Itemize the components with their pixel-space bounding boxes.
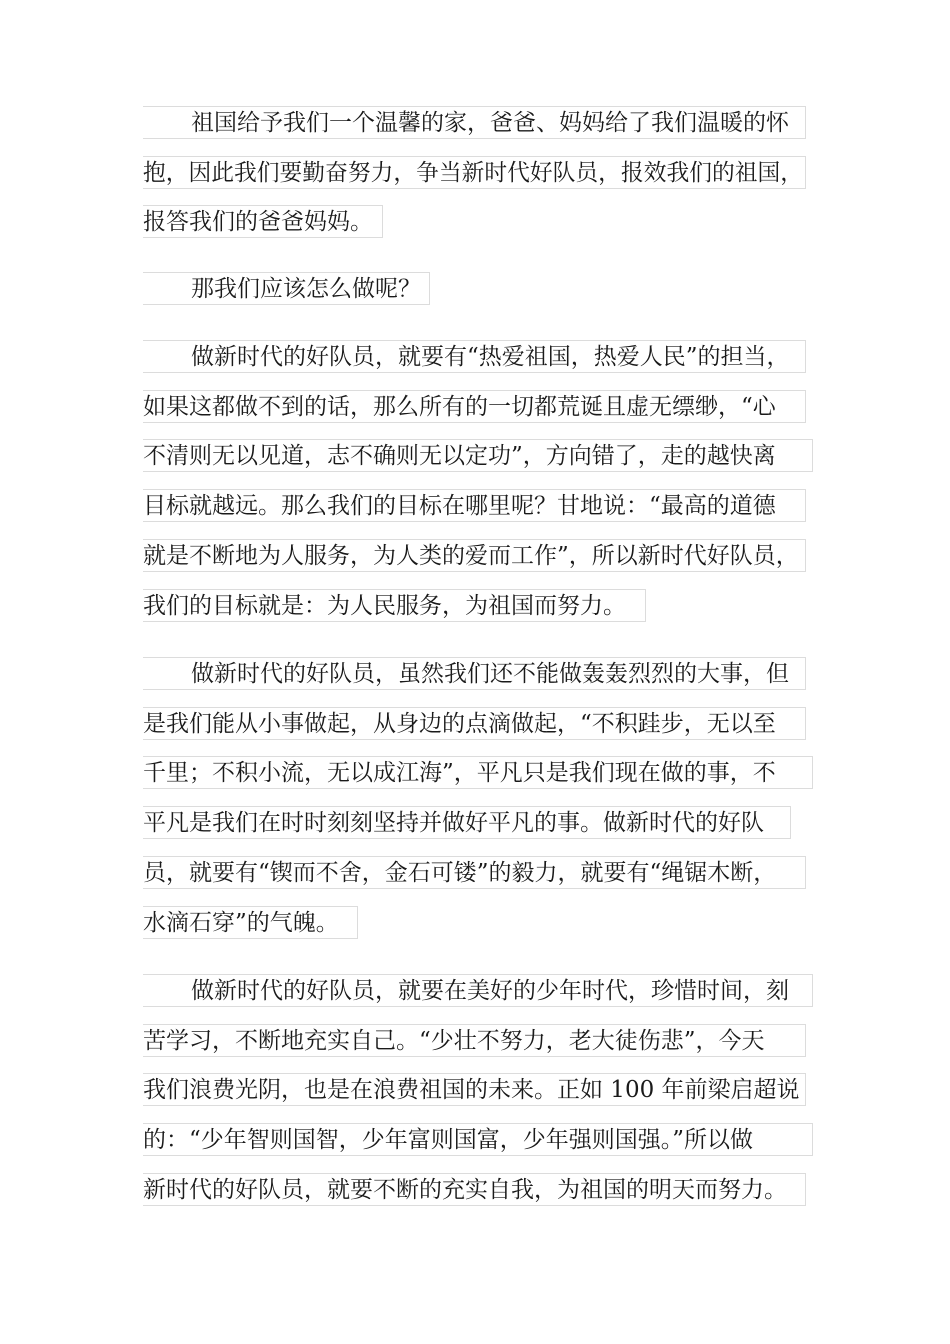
text-line: 千里；不积小流，无以成江海”，平凡只是我们现在做的事，不 [143, 760, 776, 786]
text-line: 是我们能从小事做起，从身边的点滴做起，“不积跬步，无以至 [143, 711, 776, 737]
text-line: 如果这都做不到的话，那么所有的一切都荒诞且虚无缥缈，“心 [143, 394, 776, 420]
paragraph-3-line-3 [143, 439, 813, 472]
paragraph-3-line-6 [143, 589, 646, 622]
paragraph-5-line-3 [143, 1073, 806, 1106]
text-line: 水滴石穿”的气魄。 [143, 910, 339, 936]
paragraph-4-line-3 [143, 756, 813, 789]
text-line: 不清则无以见道，志不确则无以定功”，方向错了，走的越快离 [143, 443, 776, 469]
paragraph-4-line-6 [143, 906, 358, 939]
paragraph-4-line-2 [143, 707, 806, 740]
text-line: 目标就越远。那么我们的目标在哪里呢？甘地说：“最高的道德 [143, 493, 776, 519]
paragraph-3-line-5 [143, 539, 806, 572]
paragraph-4-line-1 [143, 657, 806, 690]
text-line: 苦学习，不断地充实自己。“少壮不努力，老大徒伤悲”，今天 [143, 1028, 765, 1054]
text-line: 的：“少年智则国智，少年富则国富，少年强则国强。”所以做 [143, 1127, 754, 1153]
paragraph-5-line-5 [143, 1173, 806, 1206]
text-line: 员，就要有“锲而不舍，金石可镂”的毅力，就要有“绳锯木断， [143, 860, 777, 886]
paragraph-1-line-3 [143, 205, 383, 238]
text-line: 做新时代的好队员，就要在美好的少年时代，珍惜时间，刻 [191, 978, 789, 1004]
text-line: 那我们应该怎么做呢？ [191, 276, 421, 302]
text-line: 报答我们的爸爸妈妈。 [143, 209, 373, 235]
text-line: 祖国给予我们一个温馨的家，爸爸、妈妈给了我们温暖的怀 [191, 110, 789, 136]
text-line: 平凡是我们在时时刻刻坚持并做好平凡的事。做新时代的好队 [143, 810, 764, 836]
paragraph-5-line-4 [143, 1123, 813, 1156]
paragraph-1-line-2 [143, 156, 806, 189]
paragraph-5-line-1 [143, 974, 813, 1007]
text-line: 我们的目标就是：为人民服务，为祖国而努力。 [143, 593, 626, 619]
text-line: 我们浪费光阴，也是在浪费祖国的未来。正如 100 年前梁启超说 [143, 1077, 800, 1103]
paragraph-4-line-5 [143, 856, 806, 889]
text-line: 做新时代的好队员，就要有“热爱祖国，热爱人民”的担当， [191, 344, 790, 370]
paragraph-1-line-1 [143, 106, 806, 139]
paragraph-3-line-2 [143, 390, 806, 423]
text-line: 抱，因此我们要勤奋努力，争当新时代好队员，报效我们的祖国， [143, 160, 803, 186]
text-line: 新时代的好队员，就要不断的充实自我，为祖国的明天而努力。 [143, 1177, 787, 1203]
paragraph-4-line-4 [143, 806, 791, 839]
paragraph-3-line-4 [143, 489, 806, 522]
text-line: 就是不断地为人服务，为人类的爱而工作”，所以新时代好队员， [143, 543, 799, 569]
paragraph-5-line-2 [143, 1024, 806, 1057]
paragraph-2-line-1 [143, 272, 430, 305]
text-line: 做新时代的好队员，虽然我们还不能做轰轰烈烈的大事，但 [191, 661, 789, 687]
paragraph-3-line-1 [143, 340, 806, 373]
